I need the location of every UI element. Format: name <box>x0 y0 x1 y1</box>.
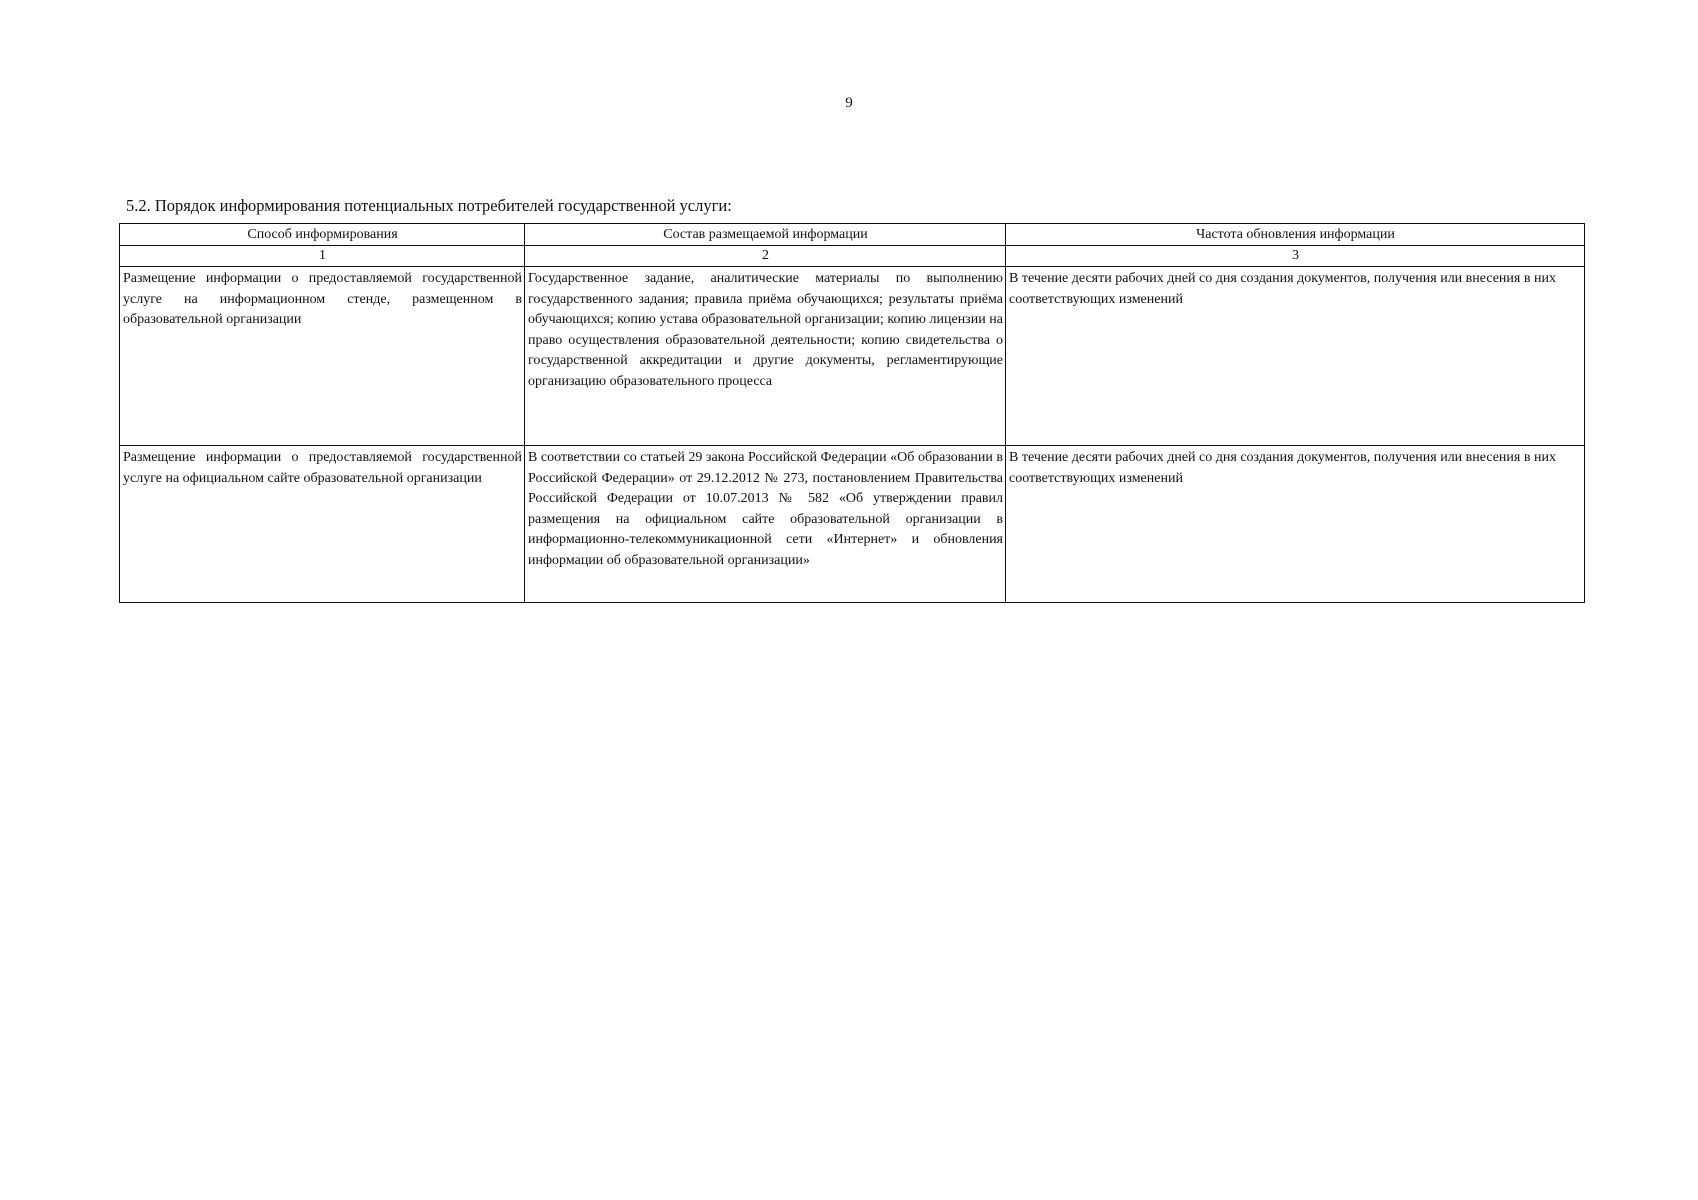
column-number-row <box>120 246 1585 267</box>
method-cell: Размещение информации о предоставляемой государственной услуге на официальном сайте образовательной организации <box>120 446 525 603</box>
section-title: 5.2. Порядок информирования потенциальных потребителей государственной услуги: <box>126 196 732 215</box>
table-row <box>120 267 1585 446</box>
header-frequency: Частота обновления информации <box>1006 224 1585 246</box>
information-table <box>119 223 1585 603</box>
table-row <box>120 446 1585 603</box>
method-cell: Размещение информации о предоставляемой государственной услуге на информационном стенде, размещенном в образовательной организации <box>120 267 525 446</box>
header-method: Способ информирования <box>120 224 525 246</box>
column-number-1: 1 <box>120 246 525 267</box>
table-header-row <box>120 224 1585 246</box>
page-number: 9 <box>845 95 853 111</box>
content-cell: Государственное задание, аналитические материалы по выполнению государственного задания; правила приёма обучающихся; результаты приёма обучающихся; копию устава образовательной организации; копию лицензии на право осуществления образовательной деятельности; копию свидетельства о государственной аккредитации и другие документы, регламентирующие организацию образовательного процесса <box>525 267 1006 446</box>
header-content: Состав размещаемой информации <box>525 224 1006 246</box>
frequency-cell: В течение десяти рабочих дней со дня создания документов, получения или внесения в них соответствующих изменений <box>1006 446 1585 603</box>
frequency-cell: В течение десяти рабочих дней со дня создания документов, получения или внесения в них соответствующих изменений <box>1006 267 1585 446</box>
column-number-2: 2 <box>525 246 1006 267</box>
column-number-3: 3 <box>1006 246 1585 267</box>
content-cell: В соответствии со статьей 29 закона Российской Федерации «Об образовании в Российской Федерации» от 29.12.2012 № 273, постановлением Правительства Российской Федерации от 10.07.2013 № 582 «Об утверждении правил размещения на официальном сайте образовательной организации в информационно-телекоммуникационной сети «Интернет» и обновления информации об образовательной организации» <box>525 446 1006 603</box>
